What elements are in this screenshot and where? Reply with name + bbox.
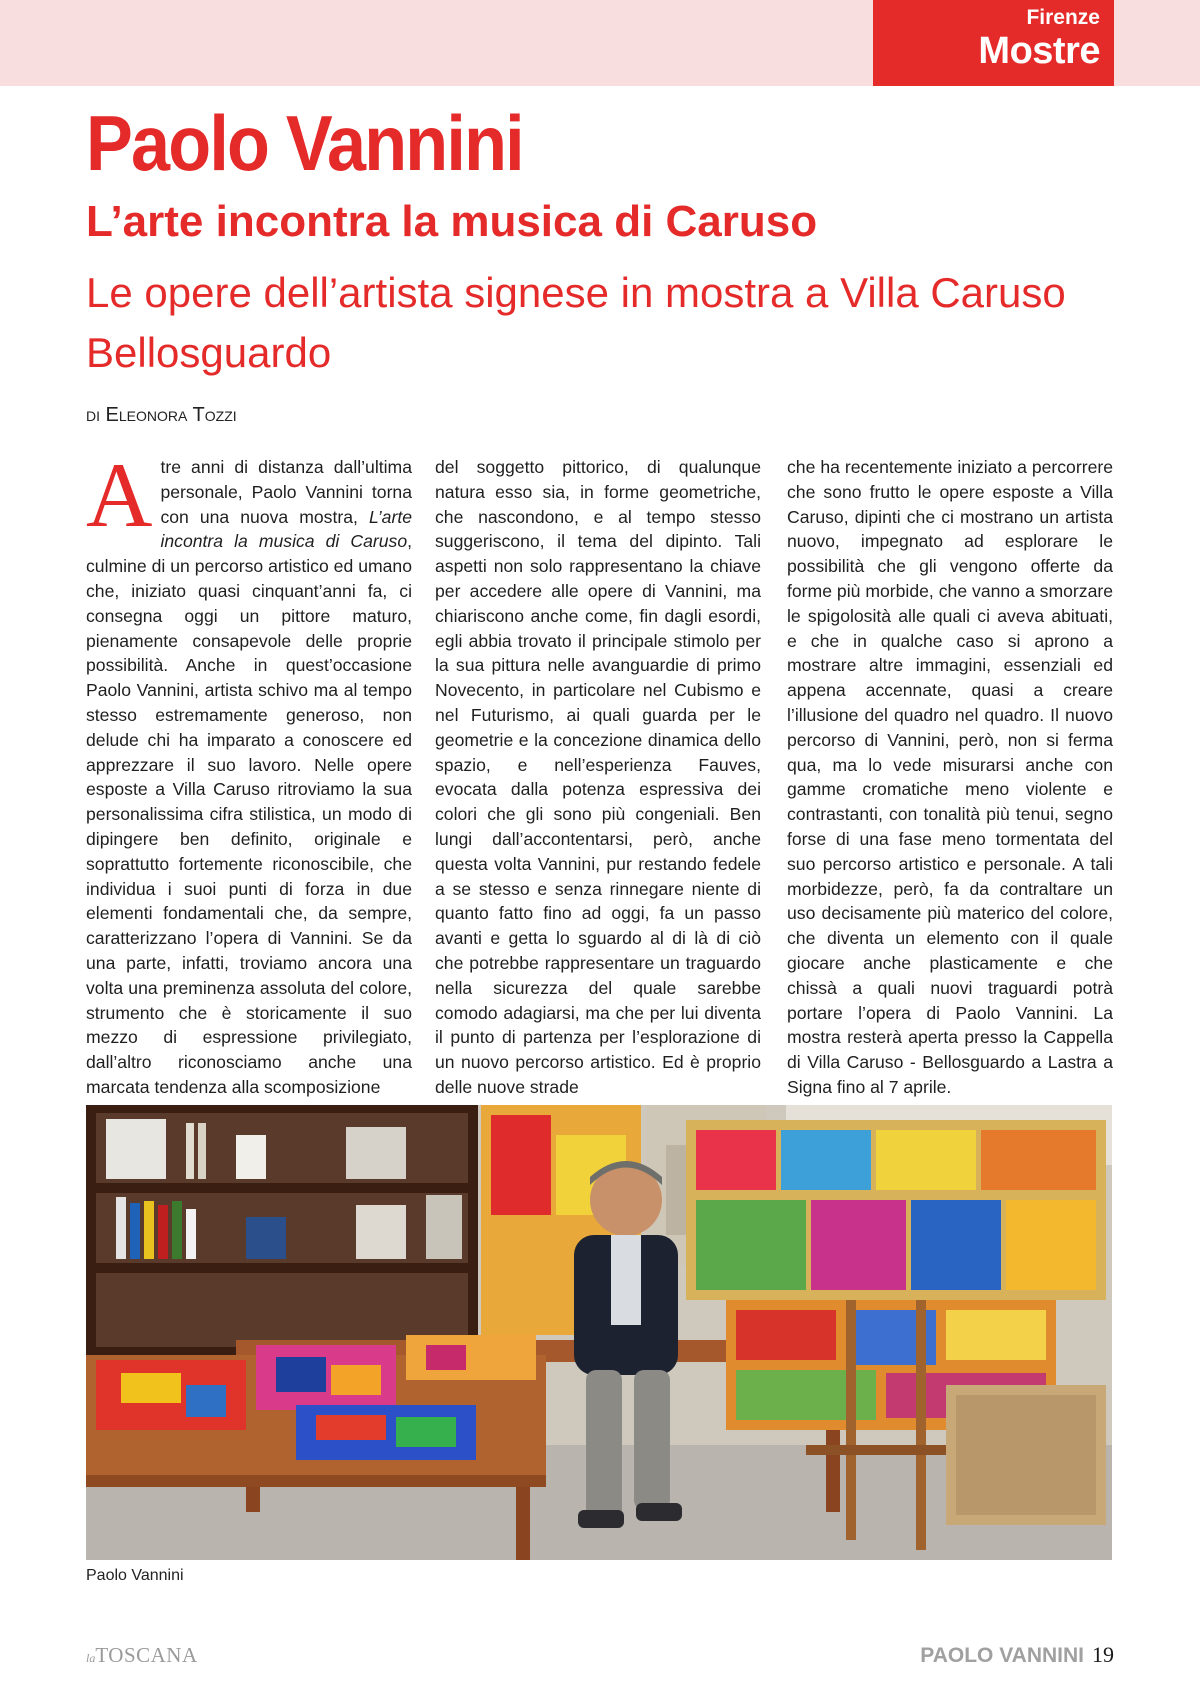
- col1-intro: tre anni di distanza dall’ultima personale, Paolo Vannini torna con una nuova mostra,: [160, 457, 412, 527]
- col1-body: , culmine di un percorso artistico ed umano che, iniziato quasi cinquant’anni fa, ci consegna oggi un pittore maturo, pienamente consapevole delle proprie possibilità. Anche in quest’occasione Paolo Vannini, artista schivo ma al tempo stesso estremamente generoso, non delude chi ha imparato a conoscere ed apprezzare il suo lavoro. Nelle opere esposte a Villa Caruso ritroviamo la sua personalissima cifra stilistica, un modo di dipingere ben definito, originale e soprattutto fortemente riconoscibile, che individua i suoi punti di forza in due elementi fondamentali che, da sempre, caratterizzano l’opera di Vannini. Se da una parte, infatti, troviamo ancora una volta una preminenza assoluta del colore, strumento che è storicamente il suo mezzo di espressione privilegiato, dall’altro riconosciamo anche una marcata tendenza alla scomposizione: [86, 531, 412, 1097]
- article-deck: Le opere dell’artista signese in mostra a Villa Caruso Bellosguardo: [86, 269, 1066, 376]
- drop-cap: A: [86, 444, 153, 546]
- page-number: 19: [1092, 1642, 1114, 1667]
- article-column-3: che ha recentemente iniziato a percorrere che sono frutto le opere esposte a Villa Caruso, dipinti che ci mostrano un artista nuovo, impegnato ad esplorare le possibilità che gli vengono offerte da forme più morbide, che vanno a smorzare le spigolosità alle quali ci aveva abituati, e che in qualche caso si aprono a mostrare altre immagini, essenziali ed appena accennate, quasi a creare l’illusione del quadro nel quadro. Il nuovo percorso di Vannini, però, non si ferma qua, ma lo vede misurarsi anche con gamme cromatiche meno violente e contrastanti, con tonalità più tenui, segno forse di una fase meno tormentata del suo percorso artistico e personale. A tali morbidezze, però, fa da contraltare un uso decisamente più materico del colore, che diventa un elemento con il quale giocare anche plasticamente e che chissà a quali nuovi traguardi potrà portare l’opera di Paolo Vannini. La mostra resterà aperta presso la Cappella di Villa Caruso - Bellosguardo a Lastra a Signa fino al 7 aprile.: [787, 457, 1113, 1097]
- section-name: Mostre: [978, 30, 1100, 72]
- article-subtitle: L’arte incontra la musica di Caruso: [86, 197, 818, 246]
- photo-caption: Paolo Vannini: [86, 1567, 184, 1584]
- running-footer: [920, 1642, 1114, 1669]
- running-title: PAOLO VANNINI: [920, 1644, 1084, 1667]
- article-title: Paolo Vannini: [86, 99, 523, 187]
- magazine-logo: [86, 1642, 198, 1671]
- logo-prefix: la: [86, 1651, 96, 1665]
- article-column-1: [86, 444, 412, 1100]
- article-column-2: del soggetto pittorico, di qualunque natura esso sia, in forme geometriche, che nascondono, e al tempo stesso suggeriscono, il tema del dipinto. Tali aspetti non solo rappresentano la chiave per accedere alle opere di Vannini, ma chiariscono anche come, fin dagli esordi, egli abbia trovato il principale stimolo per la sua pittura nelle avanguardie di primo Novecento, in particolare nel Cubismo e nel Futurismo, ai quali guarda per le geometrie e la concezione dinamica dello spazio, e nell’esperienza Fauves, evocata dalla potenza espressiva dei colori che gli sono più congeniali. Ben lungi dall’accontentarsi, però, anche questa volta Vannini, pur restando fedele a se stesso e senza rinnegare niente di quanto fatto fino ad oggi, fa un passo avanti e getta lo sguardo al di là di ciò che potrebbe rappresentare un traguardo nella sicurezza del quale sarebbe comodo adagiarsi, ma che per lui diventa il punto di partenza per l’esplorazione di un nuovo percorso artistico. Ed è proprio delle nuove strade: [435, 457, 761, 1097]
- artist-photo: [86, 1105, 1112, 1560]
- studio-photo-illustration: [86, 1105, 1112, 1560]
- section-tag: [873, 0, 1114, 86]
- logo-main: TOSCANA: [95, 1643, 198, 1667]
- byline: di Eleonora Tozzi: [86, 404, 237, 426]
- exhibition-title: L’arte incontra la musica di Caruso: [160, 506, 412, 552]
- section-city: Firenze: [1026, 6, 1100, 29]
